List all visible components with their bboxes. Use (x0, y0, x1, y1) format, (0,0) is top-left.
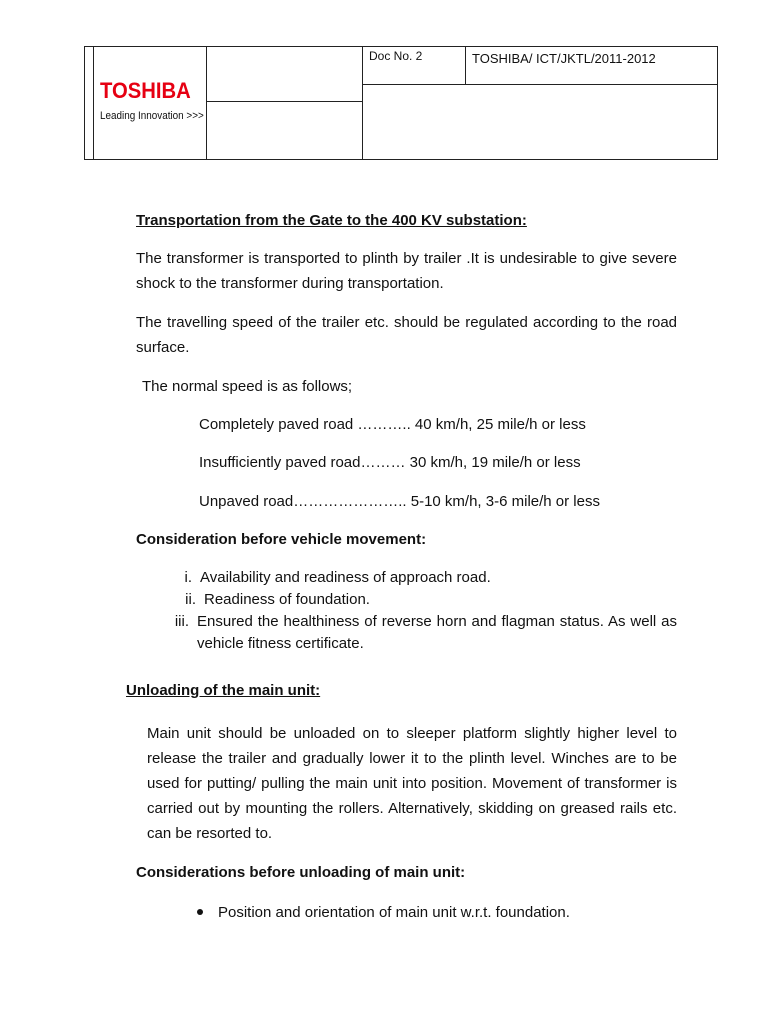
list-item-text: Readiness of foundation. (204, 591, 370, 608)
bullet-item: Position and orientation of main unit w.r.t. foundation. (218, 904, 570, 921)
table-border-right (717, 46, 718, 160)
speed-insufficiently-paved: Insufficiently paved road……… 30 km/h, 19 mile/h or less (199, 454, 581, 471)
list-item-number: iii. (174, 613, 189, 630)
table-border-left (84, 46, 85, 160)
paragraph-travelling-speed: The travelling speed of the trailer etc. should be regulated according to the road surface. (136, 314, 677, 356)
list-item-text: Availability and readiness of approach road. (200, 569, 491, 586)
paragraph-transport-shock: The transformer is transported to plinth by trailer .It is undesirable to give severe shock to the transformer during transportation. (136, 250, 677, 292)
table-border-top (84, 46, 718, 47)
list-item-text: Ensured the healthiness of reverse horn and flagman status. As well as vehicle fitness certificate. (197, 613, 677, 652)
speed-unpaved: Unpaved road………………….. 5-10 km/h, 3-6 mile/h or less (199, 493, 600, 510)
table-divider (362, 46, 363, 160)
doc-no-label: Doc No. 2 (369, 49, 423, 63)
toshiba-logo (100, 80, 215, 122)
list-item (174, 611, 677, 655)
table-divider (93, 46, 94, 160)
section-heading-unloading: Unloading of the main unit: (126, 682, 321, 699)
list-item (184, 567, 677, 589)
section-heading-considerations-unloading: Considerations before unloading of main unit: (136, 864, 466, 881)
list-item (185, 589, 677, 611)
bullet-dot-icon (197, 909, 203, 915)
table-divider (465, 46, 466, 85)
list-item-number: i. (184, 569, 192, 586)
paragraph-unloading-main-unit: Main unit should be unloaded on to sleeper platform slightly higher level to release the trailer and gradually lower it to the plinth level. Winches are to be used for putting/ pulling the main unit into position. Movement of transformer is carried out by mounting the rollers. Alternatively, skidding on greased rails etc. can be resorted to. (147, 725, 677, 842)
table-border-bottom (84, 159, 718, 160)
list-item-number: ii. (185, 591, 196, 608)
logo-tagline: Leading Innovation >>> (100, 110, 204, 122)
speed-completely-paved: Completely paved road ……….. 40 km/h, 25 mile/h or less (199, 416, 586, 433)
table-divider (206, 101, 362, 102)
document-header-table (0, 0, 768, 170)
section-heading-transportation: Transportation from the Gate to the 400 KV substation: (136, 212, 527, 229)
speed-intro: The normal speed is as follows; (142, 378, 353, 395)
section-heading-vehicle-movement: Consideration before vehicle movement: (136, 531, 427, 548)
logo-brand: TOSHIBA (100, 78, 191, 103)
table-divider (362, 84, 718, 85)
doc-reference: TOSHIBA/ ICT/JKTL/2011-2012 (472, 51, 656, 66)
